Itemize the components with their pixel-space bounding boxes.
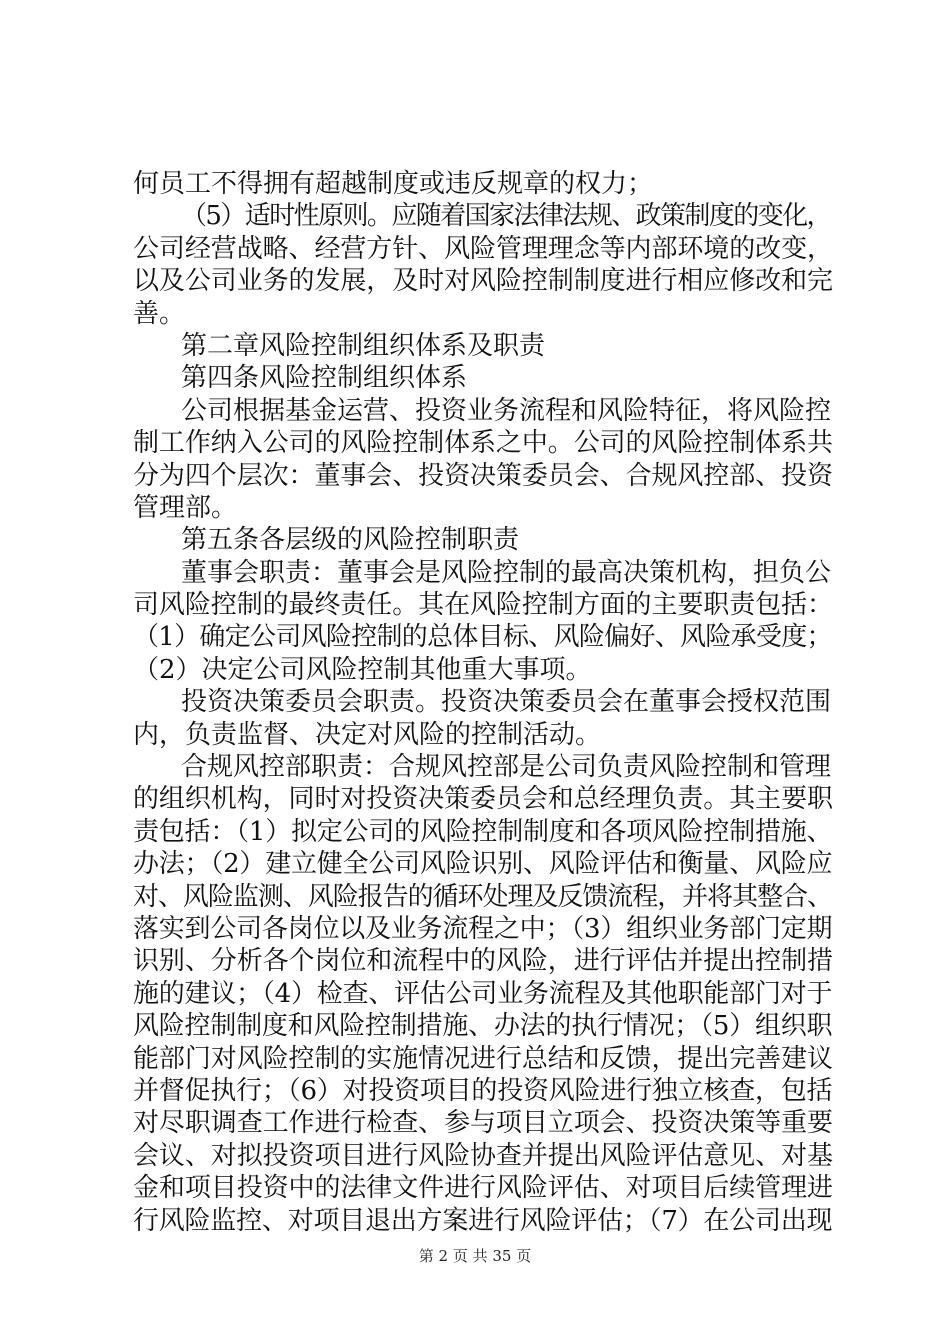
text-line: 第四条风险控制组织体系 — [181, 363, 468, 394]
text-line: 落实到公司各岗位以及业务流程之中；（3）组织业务部门定期 — [133, 913, 833, 944]
text-line: 投资决策委员会职责。投资决策委员会在董事会授权范围 — [181, 687, 832, 718]
text-line: 金和项目投资中的法律文件进行风险评估、对项目后续管理进 — [133, 1173, 833, 1204]
text-line: 能部门对风险控制的实施情况进行总结和反馈，提出完善建议 — [133, 1043, 833, 1074]
text-line: 公司根据基金运营、投资业务流程和风险特征，将风险控 — [181, 395, 832, 426]
text-line: 分为四个层次：董事会、投资决策委员会、合规风控部、投资 — [133, 460, 833, 491]
text-line: 第二章风险控制组织体系及职责 — [181, 330, 546, 361]
text-line: 管理部。 — [133, 492, 238, 523]
text-line: 对尽职调查工作进行检查、参与项目立项会、投资决策等重要 — [133, 1108, 833, 1139]
text-line: 的组织机构，同时对投资决策委员会和总经理负责。其主要职 — [133, 784, 833, 815]
text-line: （2）决定公司风险控制其他重大事项。 — [133, 654, 592, 685]
page-number-footer: 第 2 页 共 35 页 — [418, 1247, 532, 1265]
text-line: 行风险监控、对项目退出方案进行风险评估；（7）在公司出现 — [133, 1205, 833, 1236]
text-line: 第五条各层级的风险控制职责 — [181, 525, 520, 556]
text-line: 风险控制制度和风险控制措施、办法的执行情况；（5）组织职 — [133, 1011, 833, 1042]
text-line: （1）确定公司风险控制的总体目标、风险偏好、风险承受度； — [133, 622, 832, 653]
text-line: （5）适时性原则。应随着国家法律法规、政策制度的变化， — [181, 201, 831, 232]
text-line: 施的建议；（4）检查、评估公司业务流程及其他职能部门对于 — [133, 978, 833, 1009]
text-line: 以及公司业务的发展，及时对风险控制制度进行相应修改和完 — [133, 266, 833, 297]
text-line: 识别、分析各个岗位和流程中的风险，进行评估并提出控制措 — [133, 946, 833, 977]
text-line: 董事会职责：董事会是风险控制的最高决策机构，担负公 — [181, 557, 832, 588]
text-line: 会议、对拟投资项目进行风险协查并提出风险评估意见、对基 — [133, 1140, 833, 1171]
text-line: 对、风险监测、风险报告的循环处理及反馈流程，并将其整合、 — [133, 881, 832, 912]
text-line: 并督促执行；（6）对投资项目的投资风险进行独立核查，包括 — [133, 1075, 833, 1106]
text-line: 善。 — [133, 298, 186, 329]
text-line: 何员工不得拥有超越制度或违反规章的权力； — [133, 169, 654, 199]
text-line: 公司经营战略、经营方针、风险管理理念等内部环境的改变， — [133, 233, 833, 264]
document-body — [133, 168, 833, 1237]
text-line: 责包括：（1）拟定公司的风险控制制度和各项风险控制措施、 — [133, 816, 833, 847]
text-line: 制工作纳入公司的风险控制体系之中。公司的风险控制体系共 — [133, 428, 833, 459]
text-line: 合规风控部职责：合规风控部是公司负责风险控制和管理 — [181, 752, 832, 783]
text-line: 办法；（2）建立健全公司风险识别、风险评估和衡量、风险应 — [133, 849, 833, 880]
text-line: 内，负责监督、决定对风险的控制活动。 — [133, 719, 602, 750]
text-line: 司风险控制的最终责任。其在风险控制方面的主要职责包括： — [133, 590, 833, 621]
